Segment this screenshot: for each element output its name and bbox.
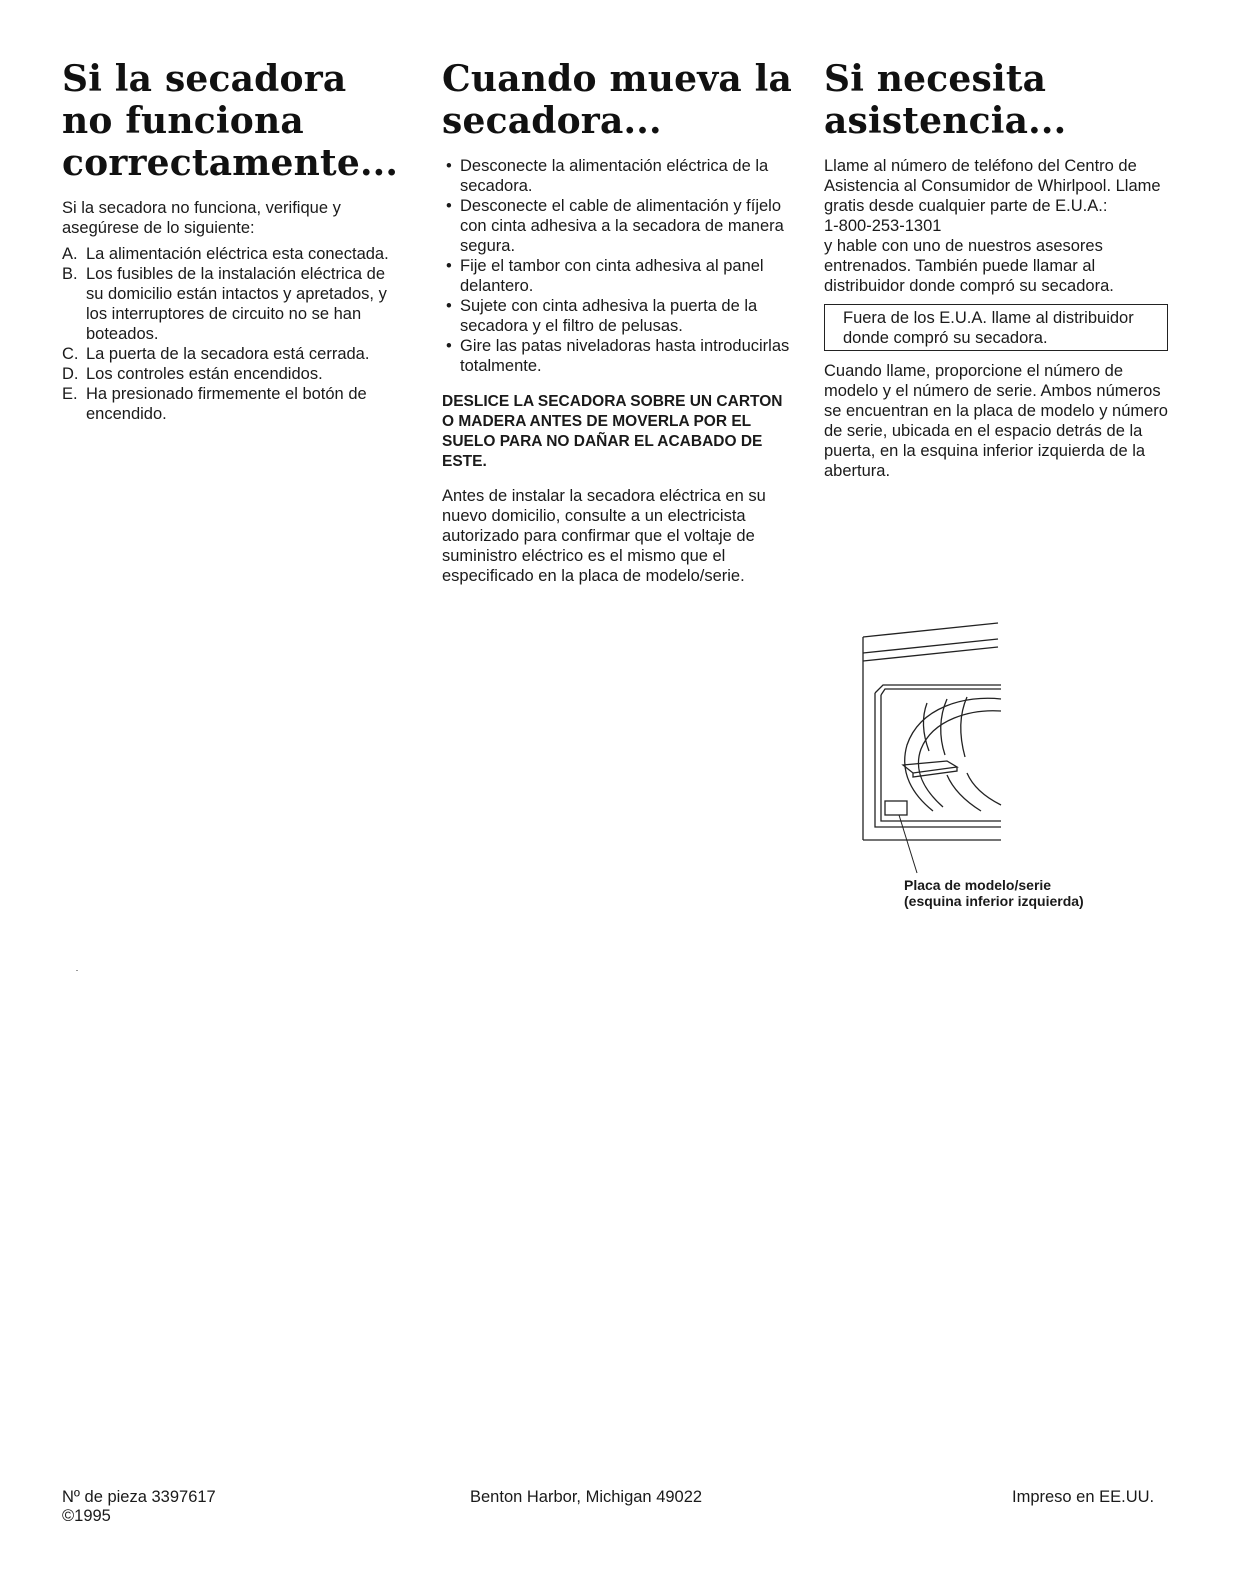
moving-warning: DESLICE LA SECADORA SOBRE UN CARTON O MADERA ANTES DE MOVERLA POR EL SUELO PARA NO DAÑAR EL ACABADO DE ESTE. [442,393,783,470]
footer-address: Benton Harbor, Michigan 49022 [470,1488,703,1506]
footer-part-info [62,1488,216,1526]
assistance-followup: y hable con uno de nuestros asesores entrenados. También puede llamar al distribuidor donde compró su secadora. [824,237,1114,295]
list-text: La alimentación eléctrica esta conectada. [86,245,389,263]
assistance-heading: Si necesita asistencia... [824,58,1067,142]
assistance-intro: Llame al número de teléfono del Centro de Asistencia al Consumidor de Whirlpool. Llame gratis desde cualquier parte de E.U.A.: [824,157,1161,215]
list-marker: E. [62,385,78,403]
bullet-icon: • [446,197,452,215]
checklist [62,244,407,424]
list-text: Desconecte el cable de alimentación y fíjelo con cinta adhesiva a la secadora de manera segura. [460,197,784,255]
list-text: Desconecte la alimentación eléctrica de la secadora. [460,157,769,195]
scan-speck [76,970,78,971]
list-marker: B. [62,265,78,283]
dryer-opening-illustration-icon [855,615,1010,880]
list-text: Fije el tambor con cinta adhesiva al panel delantero. [460,257,764,295]
model-serial-instructions: Cuando llame, proporcione el número de modelo y el número de serie. Ambos números se encuentran en la placa de modelo y número de serie, ubicada en el espacio detrás de la puerta, en la esquina inferior izquierda de la abertura. [824,362,1168,480]
checklist-item [62,344,407,364]
checklist-item [62,384,407,424]
bullet-icon: • [446,157,452,175]
voltage-note: Antes de instalar la secadora eléctrica en su nuevo domicilio, consulte a un electricista autorizado para confirmar que el voltaje de suministro eléctrico es el mismo que el especificado en la placa de modelo/serie. [442,487,766,585]
list-item [442,336,792,376]
list-text: Los controles están encendidos. [86,365,323,383]
list-marker: A. [62,245,78,263]
list-marker: C. [62,345,79,363]
list-item [442,296,792,336]
international-note-box: Fuera de los E.U.A. llame al distribuidor donde compró su secadora. [824,304,1168,351]
checklist-item [62,244,407,264]
troubleshooting-heading: Si la secadora no funciona correctamente... [62,58,399,184]
list-text: Ha presionado firmemente el botón de encendido. [86,385,367,423]
troubleshooting-section [62,58,407,424]
list-text: La puerta de la secadora está cerrada. [86,345,370,363]
list-text: Gire las patas niveladoras hasta introducirlas totalmente. [460,337,790,375]
copyright: ©1995 [62,1507,111,1525]
checklist-item [62,364,407,384]
part-number: Nº de pieza 3397617 [62,1488,216,1506]
bullet-icon: • [446,257,452,275]
list-item [442,256,792,296]
list-item [442,196,792,256]
assistance-section [824,58,1174,481]
list-marker: D. [62,365,79,383]
bullet-icon: • [446,297,452,315]
moving-steps [442,156,792,376]
list-text: Los fusibles de la instalación eléctrica de su domicilio están intactos y apretados, y los interruptores de circuito no se han boteados. [86,265,387,343]
moving-section [442,58,792,586]
bullet-icon: • [446,337,452,355]
caption-line: Placa de modelo/serie [904,877,1052,893]
illustration-caption [904,877,1084,909]
list-text: Sujete con cinta adhesiva la puerta de la secadora y el filtro de pelusas. [460,297,758,335]
footer-printed: Impreso en EE.UU. [1012,1488,1155,1506]
caption-line: (esquina inferior izquierda) [904,893,1084,909]
checklist-item [62,264,407,344]
troubleshooting-intro: Si la secadora no funciona, verifique y asegúrese de lo siguiente: [62,199,341,237]
phone-number: 1-800-253-1301 [824,217,942,235]
list-item [442,156,792,196]
moving-heading: Cuando mueva la secadora... [442,58,792,142]
